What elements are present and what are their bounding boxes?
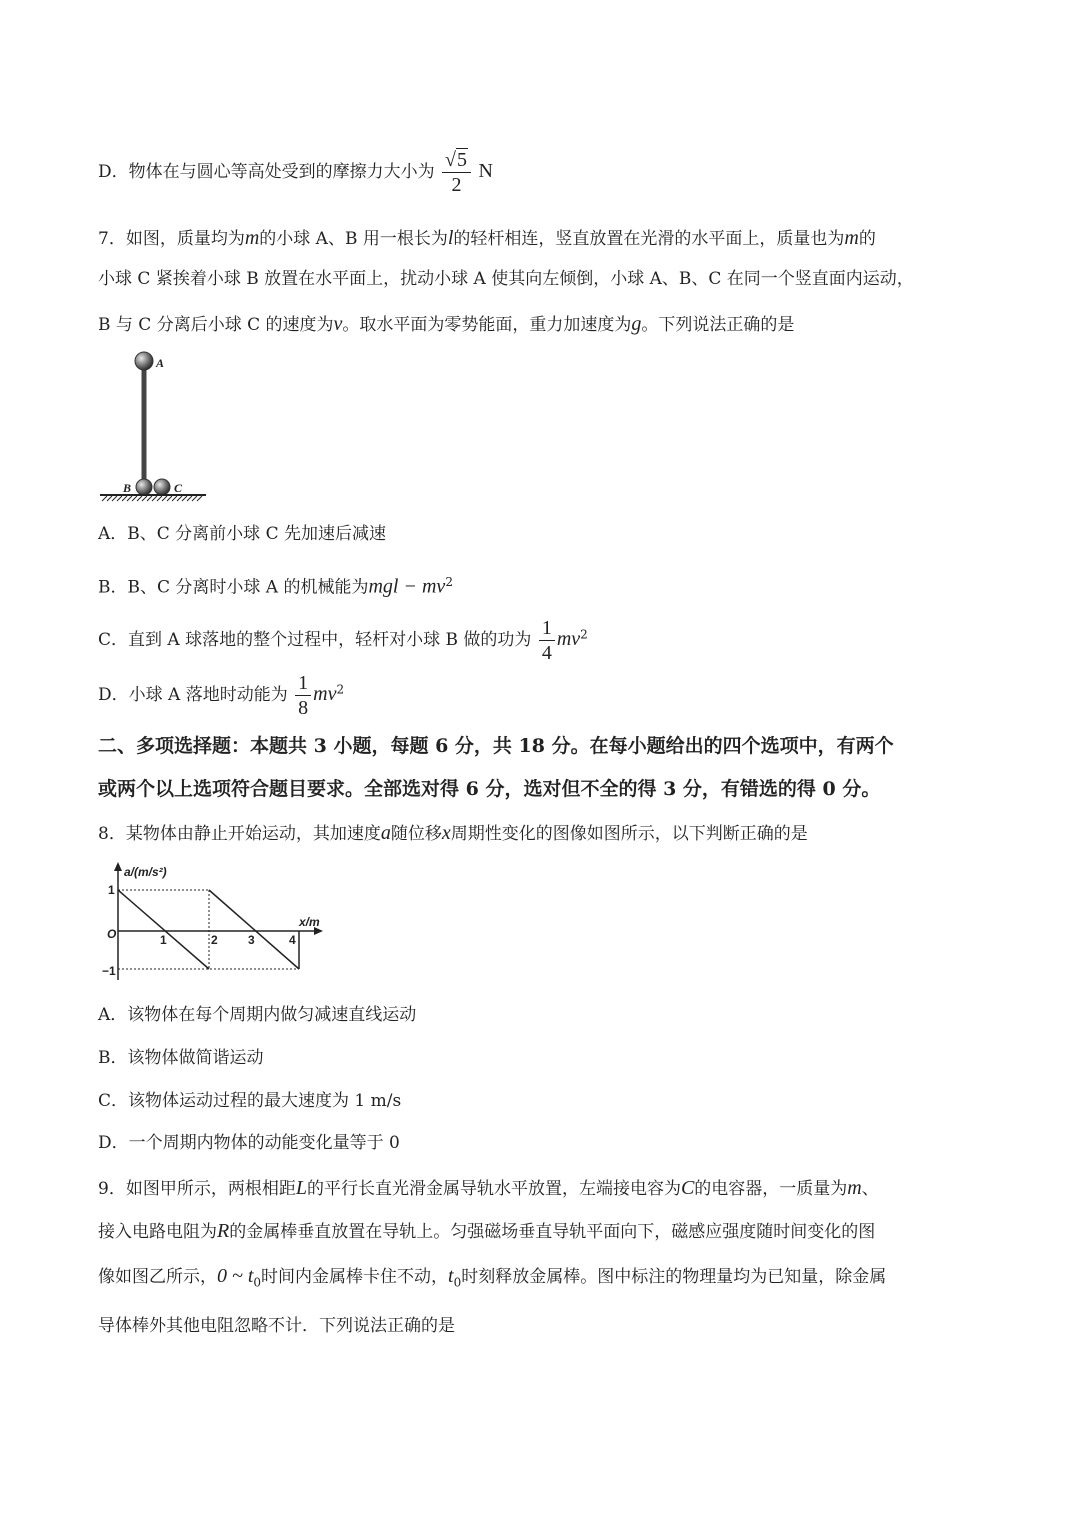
expr-mgl-minus-mv2: mgl − mv bbox=[368, 575, 446, 598]
graph-x-tick-3: 3 bbox=[248, 933, 255, 947]
graph-x-axis-label: x/m bbox=[299, 915, 320, 929]
graph-y-tick-1: 1 bbox=[108, 883, 115, 897]
ball-b bbox=[136, 479, 152, 495]
q8-stem: 8．某物体由静止开始运动，其加速度a随位移x周期性变化的图像如图所示，以下判断正确的是 bbox=[98, 822, 808, 844]
q8-option-b: B．该物体做简谐运动 bbox=[98, 1048, 264, 1068]
q7-stem-line-3: B 与 C 分离后小球 C 的速度为v。取水平面为零势能面，重力加速度为g。下列说法正确的是 bbox=[98, 313, 795, 335]
ball-b-label: B bbox=[123, 481, 132, 495]
ground-hatching bbox=[102, 496, 202, 501]
graph-dashed-guides bbox=[118, 890, 299, 969]
q8-option-c: C．该物体运动过程的最大速度为 1 m/s bbox=[98, 1091, 402, 1111]
q8-option-a: A．该物体在每个周期内做匀减速直线运动 bbox=[98, 1005, 417, 1025]
q9-stem-line-3: 像如图乙所示，0 ~ $t_0$时间内金属棒卡住不动，$t_0$时刻释放金属棒。图中标注的物理量均为已知量，除金属 bbox=[98, 1265, 887, 1290]
graph-origin-label: O bbox=[107, 927, 117, 941]
q7-option-c: C．直到 A 球落地的整个过程中，轻杆对小球 B 做的功为 $\frac{1}{4}$ $mv^2$ bbox=[98, 617, 588, 664]
q7-option-d: D．小球 A 落地时动能为 $\frac{1}{8}$ $mv^2$ bbox=[98, 672, 345, 719]
light-rod bbox=[142, 363, 147, 487]
q7-stem-line-2: 小球 C 紧挨着小球 B 放置在水平面上，扰动小球 A 使其向左倾倒，小球 A、B、C 在同一个竖直面内运动， bbox=[98, 269, 914, 289]
q7-option-a: A．B、C 分离前小球 C 先加速后减速 bbox=[98, 524, 386, 544]
graph-sawtooth-series bbox=[118, 890, 299, 969]
q7-stem-line-1: 7．如图，质量均为m的小球 A、B 用一根长为l的轻杆相连，竖直放置在光滑的水平面上，质量也为m的 bbox=[98, 227, 876, 249]
one-eighth-fraction: $\frac{1}{8}$ bbox=[295, 673, 311, 718]
ball-c-label: C bbox=[174, 481, 183, 495]
graph-x-tick-4: 4 bbox=[289, 933, 296, 947]
ball-a bbox=[135, 352, 153, 370]
ball-c bbox=[154, 479, 170, 495]
newton-unit: N bbox=[478, 160, 493, 182]
sqrt5-over-2-fraction: $\frac{√5}{2}$ bbox=[442, 150, 471, 195]
q9-stem-line-2: 接入电路电阻为R的金属棒垂直放置在导轨上。匀强磁场垂直导轨平面向下，磁感应强度随时间变化的图 bbox=[98, 1220, 876, 1242]
graph-y-tick-minus-1: −1 bbox=[102, 964, 116, 978]
graph-x-tick-2: 2 bbox=[211, 933, 218, 947]
q7-rod-balls-figure bbox=[96, 345, 216, 507]
q6-option-d bbox=[98, 150, 493, 195]
graph-x-tick-1: 1 bbox=[160, 933, 167, 947]
one-quarter-fraction: $\frac{1}{4}$ bbox=[539, 618, 555, 663]
section2-heading-line-2: 或两个以上选项符合题目要求。全部选对得 6 分，选对但不全的得 3 分，有错选的得 0 分。 bbox=[98, 778, 881, 800]
q8-option-d: D．一个周期内物体的动能变化量等于 0 bbox=[98, 1133, 400, 1153]
graph-y-axis-arrow bbox=[114, 862, 122, 871]
q8-acceleration-displacement-graph bbox=[96, 858, 332, 986]
q7-option-b: B．B、C 分离时小球 A 的机械能为mgl − $mv^2$ bbox=[98, 575, 453, 598]
section2-heading-line-1: 二、多项选择题：本题共 3 小题，每题 6 分，共 18 分。在每小题给出的四个选项中，有两个 bbox=[98, 735, 894, 757]
graph-y-axis-label: a/(m/s²) bbox=[124, 865, 167, 879]
q6-option-d-text: D．物体在与圆心等高处受到的摩擦力大小为 bbox=[98, 162, 435, 182]
q9-stem-line-1: 9．如图甲所示，两根相距L的平行长直光滑金属导轨水平放置，左端接电容为C的电容器，一质量为m、 bbox=[98, 1177, 879, 1199]
q9-stem-line-4: 导体棒外其他电阻忽略不计．下列说法正确的是 bbox=[98, 1316, 455, 1336]
ball-a-label: A bbox=[156, 356, 165, 370]
